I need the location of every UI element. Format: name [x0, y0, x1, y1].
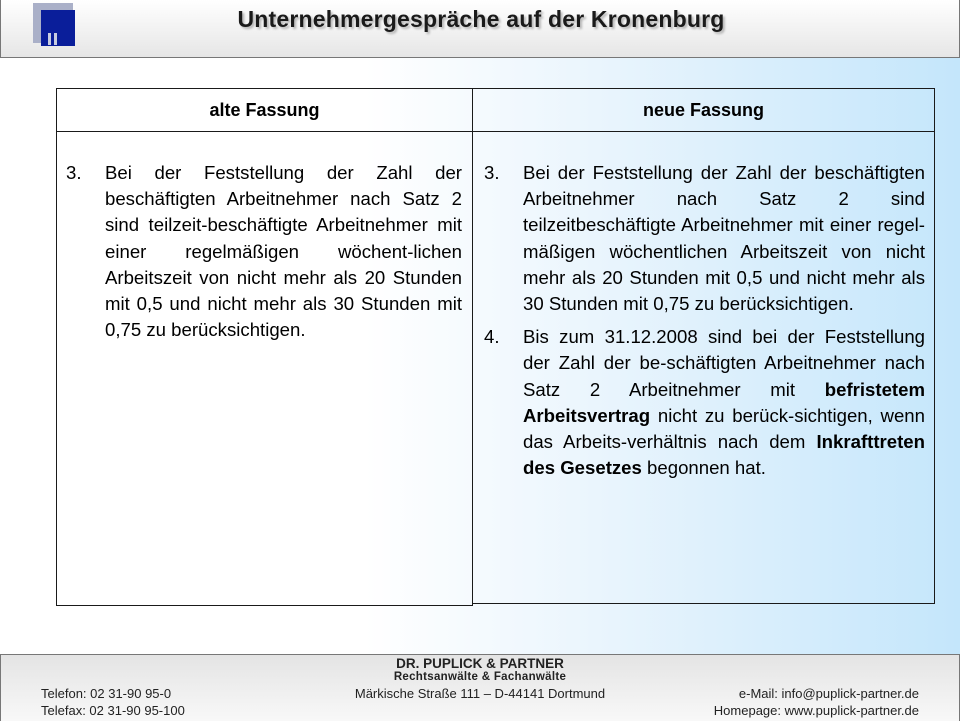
- new-version-heading: neue Fassung: [472, 88, 935, 132]
- new-version-list: [475, 160, 925, 488]
- old-version-list: [57, 160, 462, 350]
- phone-number: Telefon: 02 31-90 95-0: [41, 686, 172, 701]
- item-number: 3.: [66, 162, 82, 183]
- address: Märkische Straße 111 – D-44141 Dortmund: [354, 686, 606, 701]
- homepage: Homepage: www.puplick-partner.de: [713, 703, 920, 718]
- list-item: [475, 160, 925, 317]
- bold-term: befristetem Arbeitsvertrag: [523, 378, 925, 426]
- footer-row-2: [41, 703, 919, 718]
- item-text: [523, 324, 925, 481]
- text-segment: Bis zum 31.12.2008 sind bei der Feststellung der Zahl der be-schäftigten Arbeitnehmer nach Satz 2 Arbeitnehmer mit: [523, 326, 925, 400]
- email-address: e-Mail: info@puplick-partner.de: [738, 686, 920, 701]
- old-version-box: [56, 131, 473, 606]
- new-version-box: [472, 131, 935, 604]
- firm-name: DR. PUPLICK & PARTNER: [396, 656, 564, 671]
- item-text: Bei der Feststellung der Zahl der beschäftigten Arbeitnehmer nach Satz 2 sind teilzeit-beschäftigte Arbeitnehmer mit einer regelmäßigen wöchent-lichen Arbeitszeit von nicht mehr als 20 Stunden mit 0,5 und nicht mehr als 30 Stunden mit 0,75 zu berücksichtigen.: [105, 162, 462, 341]
- item-number: 4.: [484, 326, 500, 348]
- firm-subtitle: Rechtsanwälte & Fachanwälte: [393, 671, 567, 683]
- footer-row-1: [41, 686, 919, 701]
- text-segment: nicht zu berück-sichtigen, wenn das Arbeits-verhältnis nach dem: [523, 404, 925, 453]
- item-text: Bei der Feststellung der Zahl der beschäftigten Arbeitnehmer nach Satz 2 sind teilzeitbeschäftigte Arbeitnehmer mit einer regel-mäßigen wöchentlichen Arbeitszeit von nicht mehr als 20 Stunden mit 0,5 und nicht mehr als 30 Stunden mit 0,75 zu berücksichtigen.: [523, 162, 925, 315]
- footer-bar: [0, 654, 960, 721]
- header-bar: [0, 0, 960, 58]
- list-item: [475, 324, 925, 481]
- text-segment: begonnen hat.: [641, 457, 766, 479]
- old-version-heading: alte Fassung: [56, 88, 473, 132]
- list-item: [57, 160, 462, 343]
- fax-number: Telefax: 02 31-90 95-100: [41, 703, 185, 718]
- page-title: Unternehmergespräche auf der Kronenburg: [237, 6, 725, 32]
- bold-term: Inkrafttreten des Gesetzes: [523, 431, 925, 479]
- item-number: 3.: [484, 162, 500, 183]
